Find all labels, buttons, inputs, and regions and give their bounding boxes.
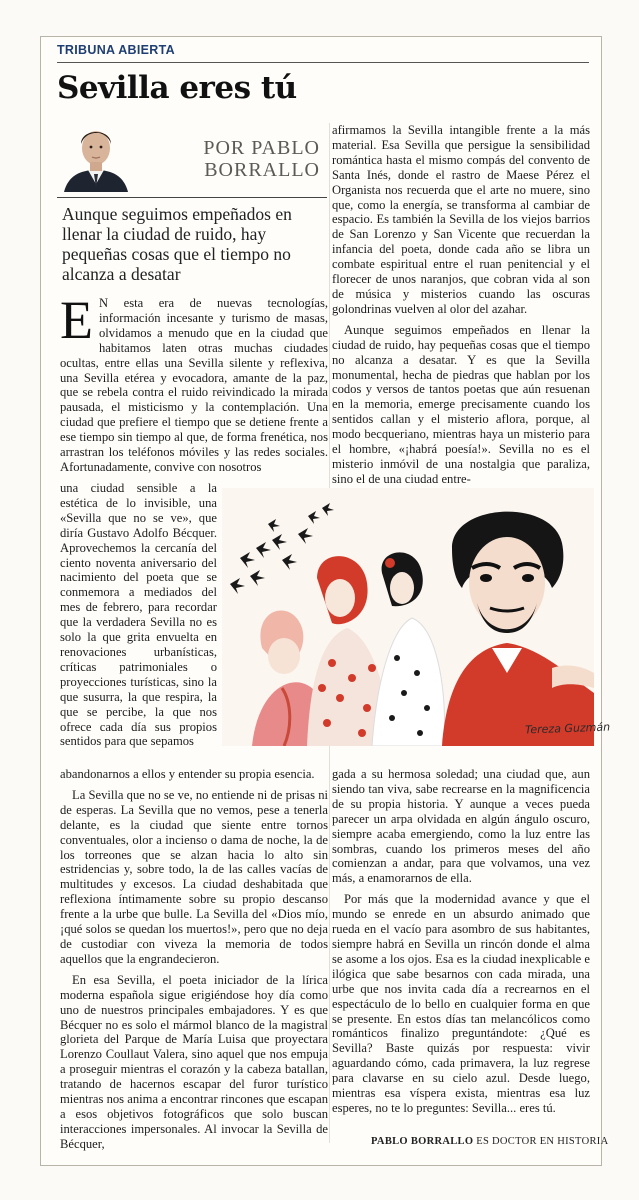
footnote-author: PABLO BORRALLO	[371, 1136, 474, 1147]
illustration-signature: Tereza Guzmán	[524, 720, 611, 737]
body-column-left-bottom	[60, 767, 328, 1152]
drop-cap: E	[60, 290, 93, 350]
body-paragraph: afirmamos la Sevilla intangible frente a la más material. Esa Sevilla que persigue la sensibilidad romántica hasta el mismo compás del convento de Santa Inés, donde el rastro de Maese Pérez el Organista nos recuerda que el arte no muere, sino que, como la energía, se transforma al cambiar de espacio. Es también la Sevilla de los viejos barrios de San Lorenzo y San Vicente que recuerdan la infancia del poeta, donde cada año se libra un combate espiritual entre el ruan penitencial y el florecer de unos naranjos, que cobran vida al son de música y misterios cuando las oscuras golondrinas vuelven al olor del azahar.	[332, 123, 590, 316]
body-column-right-top	[332, 123, 590, 487]
body-paragraph: Por más que la modernidad avance y que el mundo se enrede en un absurdo animado que rueda en el vacío para asombro de sus habitantes, siempre habrá en Sevilla un rincón donde el alma se asome a los ojos. Esa es la ciudad inexplicable e ilógica que sabe besarnos con cada mirada, una urbe que nos invita cada día a recrearnos en el espectáculo de lo bello en cualquier forma en que se presente. En estos días tan melancólicos como románticos finalizo preguntándote: ¿Qué es Sevilla? Baste quizás por respuesta: vivir aguardando cómo, cada primavera, la luz regrese para clavarse en su cielo azul. Desde luego, mientras esa víspera exista, mientras esa luz esperes, no te lo preguntes: Sevilla... eres tú.	[332, 892, 590, 1115]
body-column-narrow	[60, 481, 217, 749]
body-paragraph: En esa Sevilla, el poeta iniciador de la lírica moderna española sigue erigiéndose hoy día como uno de nuestros principales embajadores. Y es que Bécquer no es solo el mármol blanco de la magistral glorieta del Parque de María Luisa que proyectara Lorenzo Coullaut Valera, sino aquel que nos empuja a proseguir mientras el corazón y la cabeza batallan, tratando de hacernos escapar del furor turístico mientras nos anima a encontrar rincones que escapan a esos objetivos fotográficos que solo buscan interacciones impersonales. Al invocar la Sevilla de Bécquer,	[60, 972, 328, 1151]
byline-line2: BORRALLO	[204, 159, 320, 181]
section-label: TRIBUNA ABIERTA	[57, 43, 175, 57]
footnote-rest: ES DOCTOR EN HISTORIA	[473, 1136, 609, 1147]
headline: Sevilla eres tú	[57, 70, 297, 106]
becquer-illustration	[222, 488, 594, 746]
body-paragraph: gada a su hermosa soledad; una ciudad que, aun siendo tan viva, sabe recrearse en la magnificencia de su propia historia. Y aunque a veces pueda parecer un arpa olvidada en algún ángulo oscuro, siempre acaba emergiendo, como la luz entre las sombras, cuando los primeros meses del año comienzan a andar, para que volvamos, una vez más, a enamorarnos de ella.	[332, 767, 590, 886]
body-paragraph: una ciudad sensible a la estética de lo invisible, una «Sevilla que no se ve», que diría Gustavo Adolfo Bécquer. Aprovechemos la cercanía del ciento noventa aniversario del nacimiento del poeta que se conmemora a mediados del mes de febrero, para recordar que la verdadera Sevilla no es solo la que grita envuelta en renovaciones urbanísticas, críticas patrimoniales o proyecciones turísticas, sino la que susurra, la que respira, la que se percibe, la que nos ofrece cada día sus propios sentidos para que sepamos	[60, 481, 217, 749]
header-rule	[57, 62, 589, 63]
body-paragraph	[60, 290, 328, 475]
author-footnote	[371, 1136, 608, 1147]
byline-line1: POR PABLO	[203, 137, 320, 159]
intro-text: N esta era de nuevas tecnologías, información incesante y turismo de masas, olvidamos a menudo que en la ciudad que habitamos laten otras muchas ciudades ocultas, entre ellas una Sevilla silente y reflexiva, una Sevilla etérea y evocadora, amante de la paz, que se rebela contra el ruido reivindicado la mirada pausada, el misticismo y la contemplación. Una ciudad que prefiere el tiempo que se detiene frente a ese tiempo sin tiempo al que, de forma frenética, nos arrastran los teléfonos móviles y las redes sociales. Afortunadamente, convive con nosotros	[60, 296, 328, 474]
author-portrait	[60, 118, 132, 192]
body-paragraph: La Sevilla que no se ve, no entiende ni de prisas ni de esperas. La Sevilla que no vemos, pese a tenerla delante, es la ciudad que siente entre tornos conventuales, olor a incienso o dama de noche, la de los torreones que se alzan hacia lo alto sin estridencias y, sobre todo, la de las calles vacías de multitudes y excesos. La ciudad deshabitada que reflexiona íntimamente sobre su propio descanso frente a la urbe que bulle. La Sevilla del «Dios mío, ¡qué solos se quedan los muertos!», pero que no deja de custodiar con viveza la memoria de todos aquellos que la engrandecieron.	[60, 787, 328, 966]
byline-rule	[57, 197, 327, 198]
byline	[150, 137, 320, 181]
body-column-right-bottom	[332, 767, 590, 1116]
body-paragraph: abandonarnos a ellos y entender su propia esencia.	[60, 767, 315, 781]
deck-summary: Aunque seguimos empeñados en llenar la ciudad de ruido, hay pequeñas cosas que el tiempo no alcanza a desatar	[62, 204, 292, 284]
body-column-left-top	[60, 290, 328, 475]
body-paragraph: Aunque seguimos empeñados en llenar la ciudad de ruido, hay pequeñas cosas que el tiempo no alcanza a desatar. Y es que la Sevilla monumental, hecha de piedras que hablan por los codos y versos de tantos poetas que aún resuenan en la memoria, emerge precisamente cuando los sentidos callan y el misterio aflora, porque, al modo becqueriano, mientras haya un misterio para el hombre, «¡habrá poesía!». Sevilla no es el misterio inmóvil de una nostalgia que paraliza, sino el de una ciudad entre-	[332, 322, 590, 486]
